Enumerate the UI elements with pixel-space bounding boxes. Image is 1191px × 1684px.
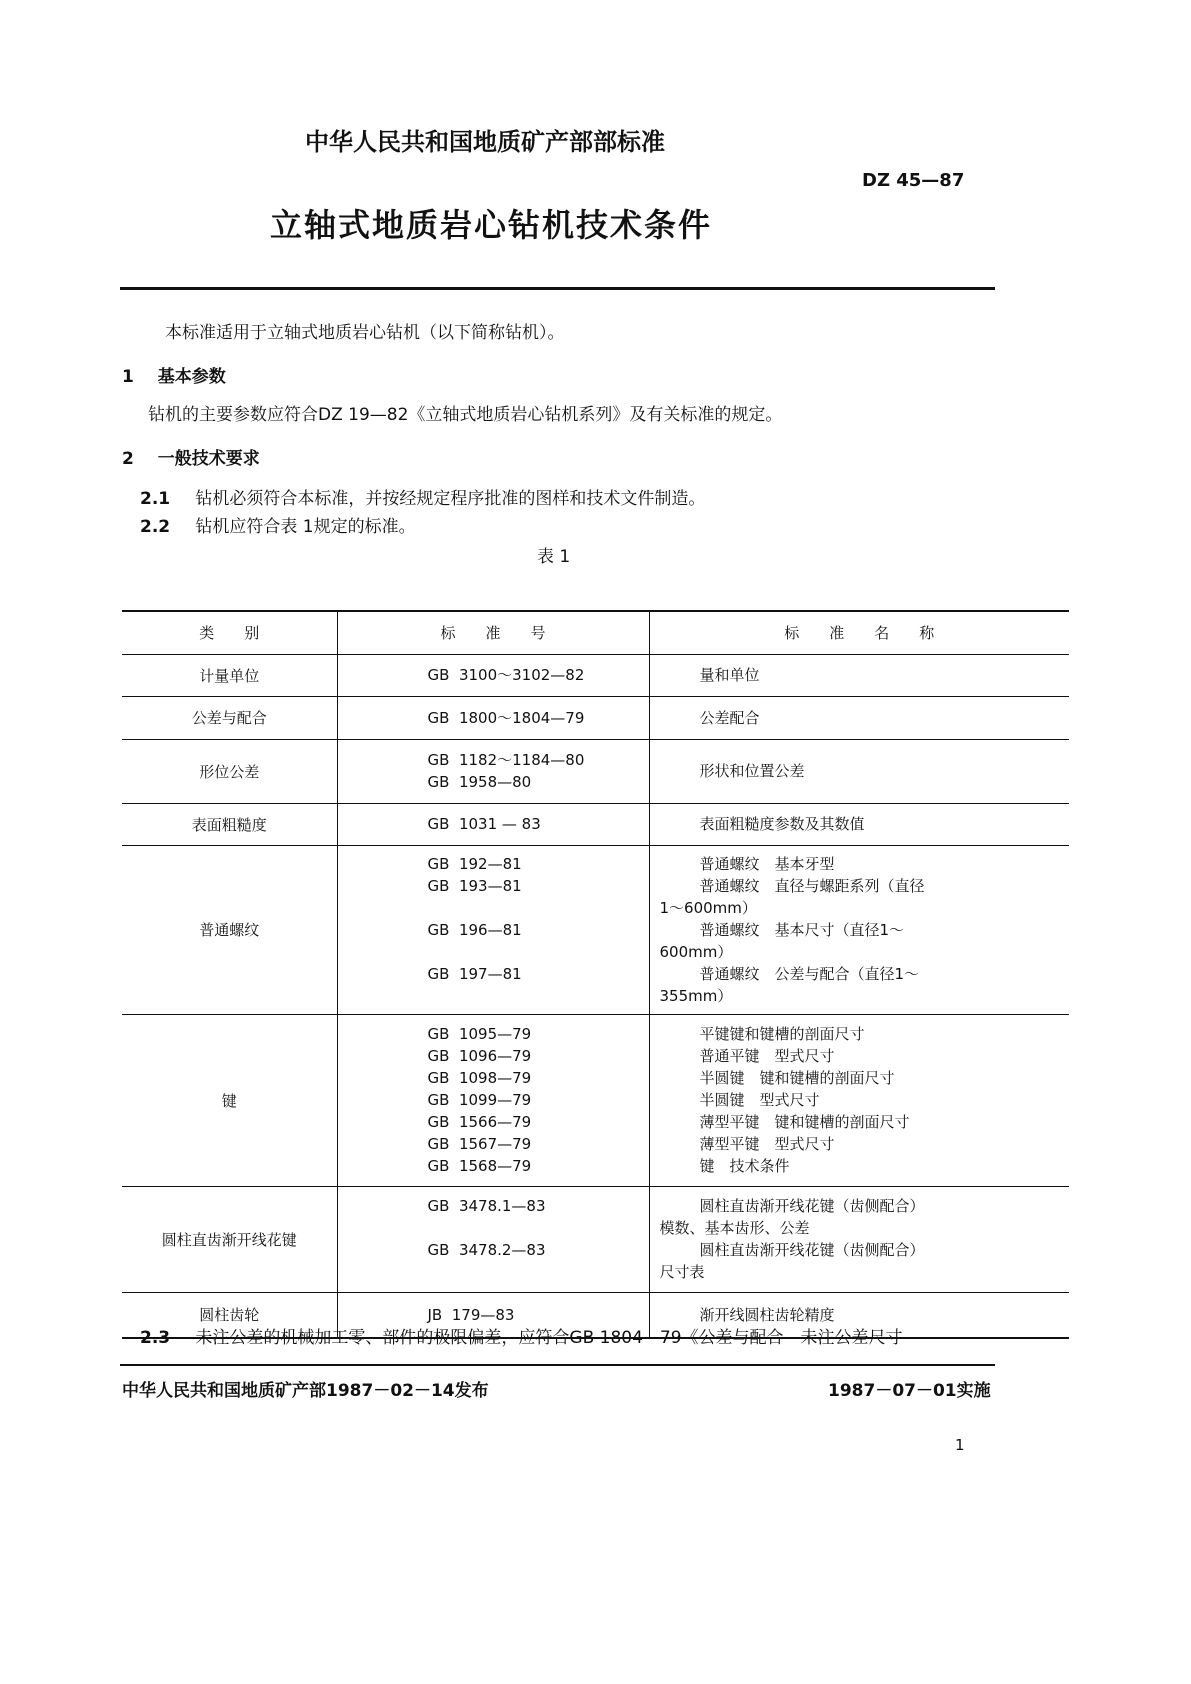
section-2-heading — [122, 444, 260, 469]
row-names: 量和单位 — [649, 654, 1069, 696]
standards-table — [122, 610, 1069, 1339]
section-2-title: 一般技术要求 — [157, 449, 260, 469]
issuing-agency: 中华人民共和国地质矿产部部标准 — [305, 128, 665, 156]
item-2-3-text: 未注公差的机械加工零、部件的极限偏差，应符合GB 1804—79《公差与配合 未注公差尺寸 — [195, 1328, 903, 1348]
item-2-2-text: 钻机应符合表 1规定的标准。 — [195, 517, 416, 537]
effective-date: 1987－07－01实施 — [828, 1381, 991, 1401]
section-2-number: 2 — [122, 449, 134, 469]
page-title: 立轴式地质岩心钻机技术条件 — [270, 206, 713, 244]
table-row — [122, 1014, 1069, 1186]
item-2-3 — [140, 1323, 903, 1348]
row-numbers: GB 192—81 GB 193—81 GB 196—81 GB 197—81 — [337, 845, 649, 1014]
table-caption: 表 1 — [537, 547, 571, 567]
table-row — [122, 803, 1069, 845]
table-row — [122, 654, 1069, 696]
row-category: 形位公差 — [122, 739, 337, 803]
table-header-row — [122, 611, 1069, 654]
row-category: 计量单位 — [122, 654, 337, 696]
header-category: 类 别 — [122, 611, 337, 654]
footer-rule — [120, 1364, 995, 1366]
row-category: 公差与配合 — [122, 696, 337, 739]
row-names: 表面粗糙度参数及其数值 — [649, 803, 1069, 845]
section-1-body: 钻机的主要参数应符合DZ 19—82《立轴式地质岩心钻机系列》及有关标准的规定。 — [148, 405, 783, 425]
title-rule — [120, 287, 995, 290]
row-numbers: JB 179—83 — [337, 1292, 649, 1338]
section-1-title: 基本参数 — [157, 367, 226, 387]
row-names: 渐开线圆柱齿轮精度 — [649, 1292, 1069, 1338]
row-names: 公差配合 — [649, 696, 1069, 739]
item-2-1-text: 钻机必须符合本标准，并按经规定程序批准的图样和技术文件制造。 — [195, 489, 706, 509]
row-numbers: GB 3100～3102—82 — [337, 654, 649, 696]
table-row — [122, 739, 1069, 803]
section-1-number: 1 — [122, 367, 134, 387]
section-1-heading — [122, 362, 226, 387]
table-row — [122, 845, 1069, 1014]
scope-statement: 本标准适用于立轴式地质岩心钻机（以下简称钻机）。 — [165, 323, 565, 343]
table-row — [122, 1186, 1069, 1292]
row-numbers: GB 1095—79 GB 1096—79 GB 1098—79 GB 1099—79 GB 1566—79 GB 1567—79 GB 1568—79 — [337, 1014, 649, 1186]
row-category: 表面粗糙度 — [122, 803, 337, 845]
row-names: 普通螺纹 基本牙型 普通螺纹 直径与螺距系列（直径 1～600mm） 普通螺纹 基本尺寸（直径1～ 600mm） 普通螺纹 公差与配合（直径1～ 355mm） — [649, 845, 1069, 1014]
item-2-2 — [140, 512, 416, 537]
header-standard-number: 标 准 号 — [337, 611, 649, 654]
item-2-1 — [140, 484, 705, 509]
row-category: 普通螺纹 — [122, 845, 337, 1014]
row-names: 平键键和键槽的剖面尺寸 普通平键 型式尺寸 半圆键 键和键槽的剖面尺寸 半圆键 型式尺寸 薄型平键 键和键槽的剖面尺寸 薄型平键 型式尺寸 键 技术条件 — [649, 1014, 1069, 1186]
header-standard-name: 标 准 名 称 — [649, 611, 1069, 654]
row-numbers: GB 3478.1—83 GB 3478.2—83 — [337, 1186, 649, 1292]
row-category: 圆柱齿轮 — [122, 1292, 337, 1338]
row-category: 圆柱直齿渐开线花键 — [122, 1186, 337, 1292]
item-2-2-number: 2.2 — [140, 517, 171, 537]
page-number: 1 — [955, 1436, 965, 1454]
item-2-1-number: 2.1 — [140, 489, 171, 509]
row-names: 圆柱直齿渐开线花键（齿侧配合） 模数、基本齿形、公差 圆柱直齿渐开线花键（齿侧配合） 尺寸表 — [649, 1186, 1069, 1292]
table-row — [122, 696, 1069, 739]
row-names: 形状和位置公差 — [649, 739, 1069, 803]
row-category: 键 — [122, 1014, 337, 1186]
row-numbers: GB 1800～1804—79 — [337, 696, 649, 739]
row-numbers: GB 1031 — 83 — [337, 803, 649, 845]
issue-date: 中华人民共和国地质矿产部1987－02－14发布 — [122, 1381, 489, 1401]
standard-code: DZ 45—87 — [862, 170, 965, 191]
item-2-3-number: 2.3 — [140, 1328, 171, 1348]
row-numbers: GB 1182～1184—80 GB 1958—80 — [337, 739, 649, 803]
